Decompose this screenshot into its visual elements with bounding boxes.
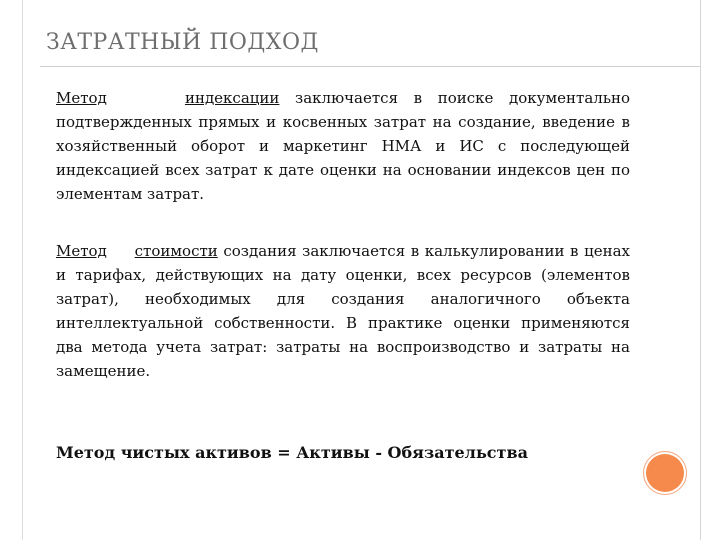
paragraph-lead-word: Метод [56,89,107,107]
net-assets-formula: Метод чистых активов = Активы - Обязательства [56,443,528,462]
paragraph-lead-word: Метод [56,242,107,260]
paragraph-term: индексации [184,89,280,107]
paragraph-body: заключается в поиске документально подтвержденных прямых и косвенных затрат на создание, введение в хозяйственный оборот и маркетинг НМА и ИС с последующей индексацией всех затрат к дате оценки на основании индексов цен по элементам затрат. [56,89,631,203]
title-divider [40,66,700,67]
paragraph-body: создания заключается в калькулировании в ценах и тарифах, действующих на дату оценки, всех ресурсов (элементов затрат), необходимых для создания аналогичного объекта интеллектуальной собственности. В практике оценки применяются два метода учета затрат: затраты на воспроизводство и затраты на замещение. [56,242,630,380]
paragraph-term: стоимости [134,242,218,260]
paragraph-creation-cost-method [56,239,630,383]
decorative-circle [646,454,684,492]
slide-left-border [22,0,23,540]
paragraph-indexation-method [56,86,630,206]
slide-right-border [700,0,701,540]
slide-title: ЗАТРАТНЫЙ ПОДХОД [46,30,319,55]
